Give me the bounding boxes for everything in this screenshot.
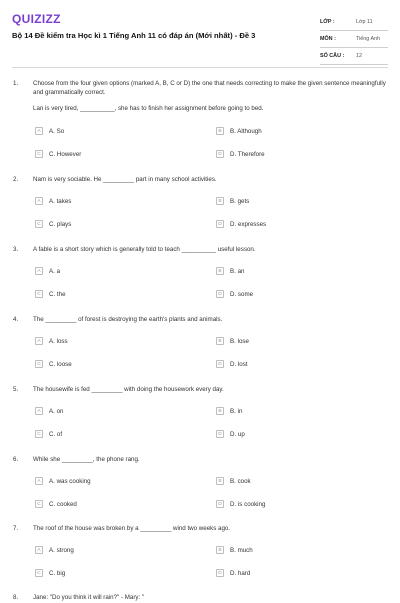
option-c[interactable] <box>35 219 71 229</box>
question-number: 4. <box>13 316 19 323</box>
option-text: C. the <box>49 290 66 298</box>
option-b[interactable] <box>216 406 242 416</box>
meta-row-subject <box>320 31 388 48</box>
option-text: D. is cooking <box>230 500 266 508</box>
option-text: B. gets <box>230 197 250 205</box>
option-text: A. on <box>49 407 64 415</box>
option-text: D. some <box>230 290 254 298</box>
option-letter-box: D <box>216 150 224 158</box>
option-text: B. much <box>230 546 253 554</box>
question-number: 6. <box>13 456 19 463</box>
option-letter-box: B <box>216 267 224 275</box>
option-letter-box: B <box>216 477 224 485</box>
option-b[interactable] <box>216 336 249 346</box>
option-a[interactable] <box>35 406 63 416</box>
option-letter-box: B <box>216 337 224 345</box>
option-c[interactable] <box>35 568 65 578</box>
header-divider <box>12 67 388 68</box>
option-b[interactable] <box>216 545 253 555</box>
option-text: D. hard <box>230 569 251 577</box>
option-d[interactable] <box>216 499 265 509</box>
option-d[interactable] <box>216 219 266 229</box>
option-text: B. lose <box>230 337 249 345</box>
option-b[interactable] <box>216 196 249 206</box>
option-d[interactable] <box>216 289 253 299</box>
option-letter-box: B <box>216 197 224 205</box>
meta-value: Lớp 11 <box>356 19 373 25</box>
question-sentence: Lan is very tired, __________, she has to finish her assignment before going to bed. <box>33 105 264 112</box>
option-d[interactable] <box>216 568 250 578</box>
option-letter-box: A <box>35 197 43 205</box>
option-text: A. So <box>49 127 65 135</box>
option-letter-box: D <box>216 500 224 508</box>
option-d[interactable] <box>216 429 245 439</box>
option-text: B. cook <box>230 477 251 485</box>
option-d[interactable] <box>216 149 265 159</box>
question-text: A fable is a short story which is generally told to teach __________ useful lesson. <box>33 246 256 253</box>
meta-value: 12 <box>356 53 362 59</box>
option-text: A. takes <box>49 197 72 205</box>
worksheet-meta <box>320 14 388 65</box>
option-text: B. in <box>230 407 243 415</box>
option-text: C. big <box>49 569 66 577</box>
meta-label: SỐ CÂU : <box>320 53 345 59</box>
option-letter-box: B <box>216 127 224 135</box>
option-letter-box: A <box>35 546 43 554</box>
option-letter-box: D <box>216 290 224 298</box>
option-a[interactable] <box>35 196 71 206</box>
option-text: D. up <box>230 430 245 438</box>
option-text: C. of <box>49 430 63 438</box>
meta-label: MÔN : <box>320 36 336 42</box>
option-a[interactable] <box>35 336 68 346</box>
option-text: D. lost <box>230 360 248 368</box>
question-text: Nam is very sociable. He _________ part in many school activities. <box>33 176 217 183</box>
option-letter-box: D <box>216 220 224 228</box>
option-letter-box: D <box>216 569 224 577</box>
option-a[interactable] <box>35 545 74 555</box>
option-letter-box: C <box>35 569 43 577</box>
option-text: D. expresses <box>230 220 267 228</box>
option-text: C. plays <box>49 220 72 228</box>
meta-row-question-count <box>320 48 388 65</box>
meta-value: Tiếng Anh <box>356 36 381 42</box>
option-text: C. However <box>49 150 82 158</box>
option-a[interactable] <box>35 126 64 136</box>
question-text: The housewife is fed _________ with doing the housework every day. <box>33 386 224 393</box>
option-letter-box: C <box>35 220 43 228</box>
question-number: 7. <box>13 525 19 532</box>
meta-label: LỚP : <box>320 19 335 25</box>
option-letter-box: C <box>35 360 43 368</box>
option-c[interactable] <box>35 499 77 509</box>
option-letter-box: A <box>35 337 43 345</box>
option-letter-box: C <box>35 150 43 158</box>
question-text: The _________ of forest is destroying the earth's plants and animals. <box>33 316 223 323</box>
question-text: The roof of the house was broken by a _________ wind two weeks ago. <box>33 525 231 532</box>
question-text: Jane: "Do you think it will rain?" - Mary: " <box>33 594 145 601</box>
quizizz-logo[interactable]: QUIZIZZ <box>12 12 61 26</box>
option-letter-box: D <box>216 360 224 368</box>
question-number: 1. <box>13 80 19 87</box>
option-text: A. strong <box>49 546 74 554</box>
option-text: A. was cooking <box>49 477 91 485</box>
question-text: Choose from the four given options (marked A, B, C or D) the one that needs correcting to make the given sentence meaningfully and grammatically correct. <box>33 80 386 96</box>
option-a[interactable] <box>35 266 60 276</box>
option-text: B. an <box>230 267 245 275</box>
question-number: 3. <box>13 246 19 253</box>
option-text: D. Therefore <box>230 150 265 158</box>
option-a[interactable] <box>35 476 91 486</box>
question-number: 8. <box>13 594 19 601</box>
option-text: A. loss <box>49 337 68 345</box>
option-letter-box: A <box>35 267 43 275</box>
option-text: A. a <box>49 267 61 275</box>
option-letter-box: A <box>35 127 43 135</box>
question-text: While she _________, the phone rang. <box>33 456 140 463</box>
option-d[interactable] <box>216 359 248 369</box>
option-text: C. cooked <box>49 500 77 508</box>
worksheet-title: Bộ 14 Đề kiểm tra Học kì 1 Tiếng Anh 11 có đáp án (Mới nhất) - Đề 3 <box>12 31 256 40</box>
option-letter-box: A <box>35 477 43 485</box>
option-letter-box: C <box>35 430 43 438</box>
meta-row-class <box>320 14 388 31</box>
option-c[interactable] <box>35 149 81 159</box>
option-letter-box: D <box>216 430 224 438</box>
option-letter-box: A <box>35 407 43 415</box>
option-letter-box: B <box>216 407 224 415</box>
option-letter-box: C <box>35 290 43 298</box>
option-b[interactable] <box>216 126 262 136</box>
option-b[interactable] <box>216 476 251 486</box>
question-number: 2. <box>13 176 19 183</box>
option-b[interactable] <box>216 266 244 276</box>
option-text: B. Although <box>230 127 262 135</box>
option-c[interactable] <box>35 359 72 369</box>
option-letter-box: C <box>35 500 43 508</box>
option-c[interactable] <box>35 429 62 439</box>
option-text: C. loose <box>49 360 72 368</box>
option-letter-box: B <box>216 546 224 554</box>
option-c[interactable] <box>35 289 66 299</box>
question-number: 5. <box>13 386 19 393</box>
